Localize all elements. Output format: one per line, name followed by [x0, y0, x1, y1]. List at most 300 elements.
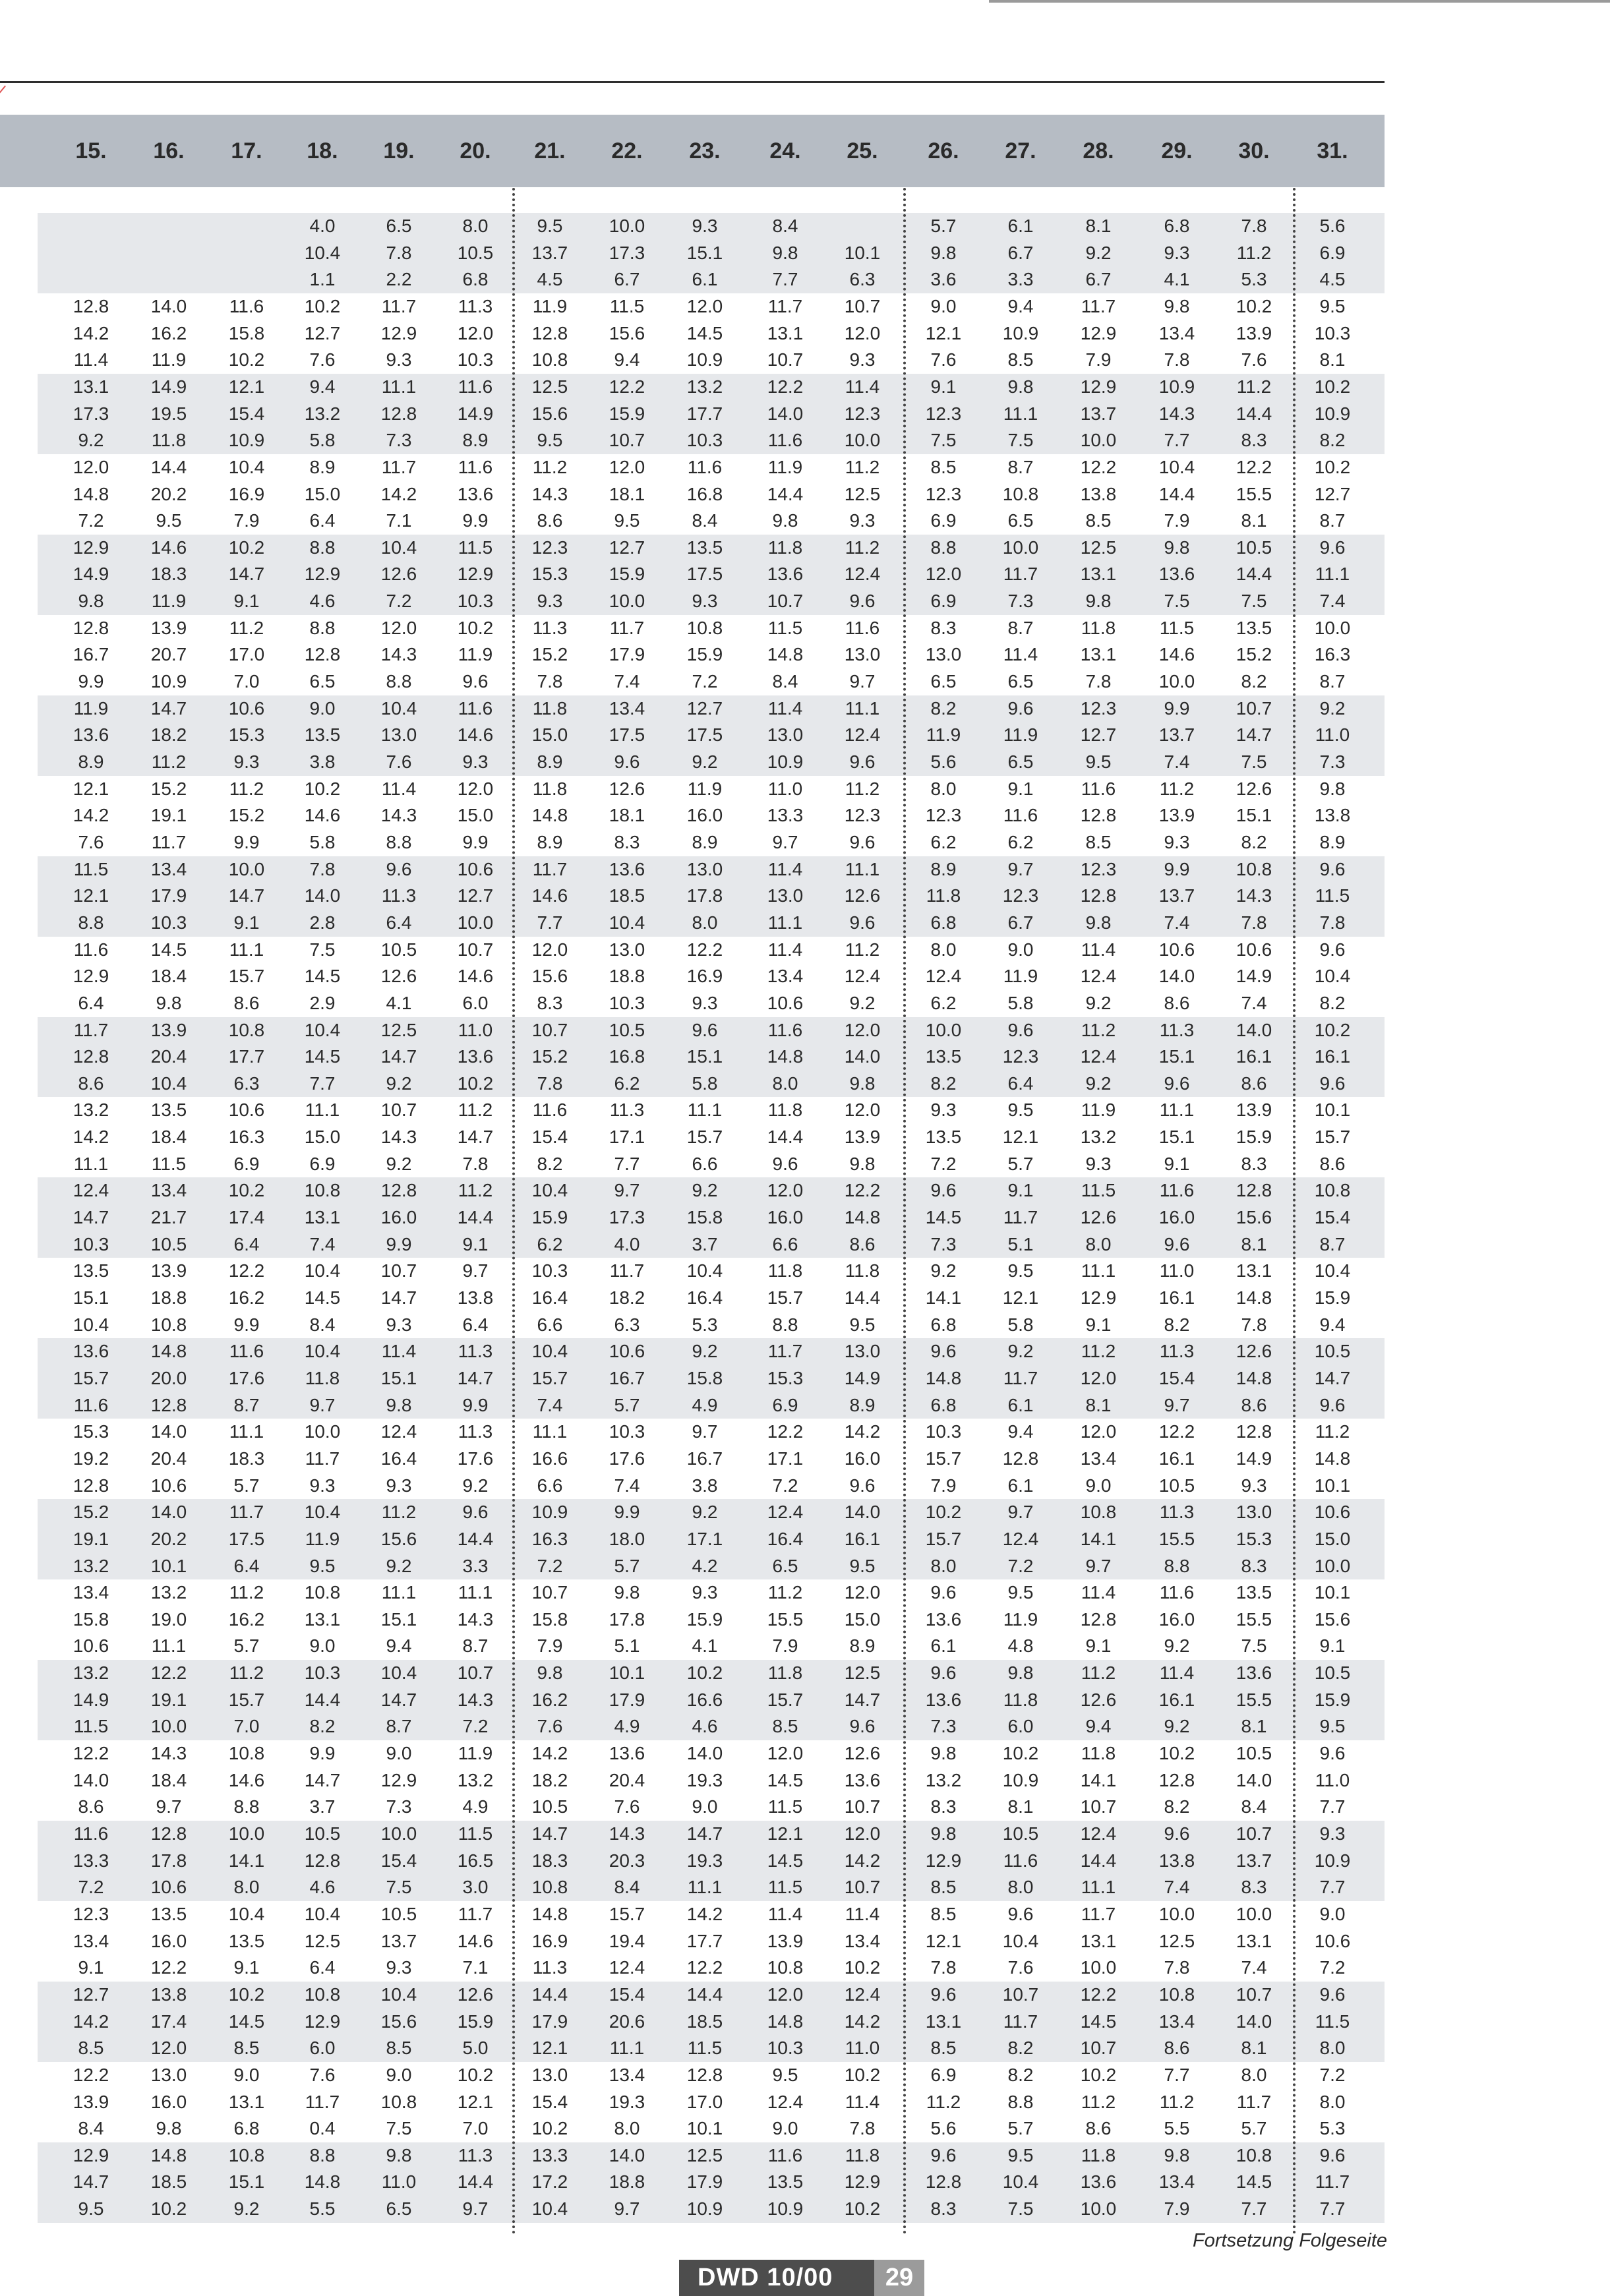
table-cell: 9.9 [1164, 697, 1190, 719]
table-cell: 9.2 [692, 1180, 718, 1201]
table-cell: 6.4 [309, 510, 336, 531]
table-cell: 6.9 [772, 1394, 798, 1415]
table-cell: 19.3 [686, 1769, 723, 1790]
table-cell: 8.8 [309, 617, 336, 638]
table-cell: 9.1 [78, 1957, 104, 1978]
table-cell: 15.1 [228, 2171, 265, 2193]
table-cell: 20.6 [609, 2011, 645, 2032]
table-cell: 11.7 [381, 295, 417, 316]
table-cell: 15.9 [609, 403, 645, 424]
table-cell: 12.0 [844, 1100, 881, 1121]
table-cell: 18.8 [609, 966, 645, 987]
table-cell: 9.3 [309, 1475, 336, 1496]
table-cell: 14.9 [150, 376, 187, 397]
table-cell: 12.0 [380, 617, 417, 638]
table-cell: 7.6 [537, 1716, 563, 1737]
table-cell: 16.1 [1158, 1689, 1195, 1710]
table-cell: 12.0 [457, 322, 494, 343]
table-cell: 7.5 [930, 430, 957, 451]
table-cell [208, 213, 285, 239]
table-cell: 14.3 [380, 805, 417, 826]
table-cell: 11.8 [305, 1367, 340, 1388]
table-cell [52, 266, 130, 293]
table-cell: 11.1 [229, 939, 264, 960]
table-cell: 11.8 [151, 430, 187, 451]
table-cell: 8.1 [1241, 1233, 1267, 1254]
table-cell: 15.7 [228, 966, 265, 987]
table-cell: 10.0 [609, 216, 645, 236]
table-cell: 12.6 [1080, 1689, 1117, 1710]
table-cell: 6.3 [614, 1314, 640, 1335]
table-cell: 14.8 [150, 1341, 187, 1362]
table-cell: 17.1 [609, 1127, 645, 1148]
table-cell: 9.5 [1007, 1260, 1034, 1281]
table-cell: 9.6 [1164, 1233, 1190, 1254]
table-cell: 8.3 [1241, 1555, 1267, 1576]
table-cell: 17.0 [228, 644, 265, 665]
table-cell: 13.2 [1080, 1127, 1117, 1148]
table-cell: 12.6 [457, 1984, 494, 2005]
table-cell: 9.2 [1085, 1073, 1112, 1094]
table-cell: 12.3 [1080, 697, 1117, 719]
table-cell: 19.1 [73, 1528, 109, 1549]
table-cell: 9.6 [849, 591, 876, 612]
table-cell: 10.0 [1080, 1957, 1117, 1978]
table-cell: 10.5 [1236, 1743, 1272, 1764]
table-cell: 7.8 [1164, 1957, 1190, 1978]
table-cell: 13.0 [767, 724, 804, 746]
table-cell: 8.6 [1085, 2118, 1112, 2139]
table-cell: 10.2 [304, 295, 341, 316]
table-cell: 10.0 [1080, 430, 1117, 451]
table-cell: 9.7 [849, 671, 876, 692]
table-cell: 14.8 [531, 1903, 568, 1924]
table-cell: 16.4 [767, 1528, 804, 1549]
table-cell: 15.0 [844, 1608, 881, 1630]
table-cell: 7.7 [1319, 2198, 1346, 2220]
table-cell: 9.2 [386, 1073, 412, 1094]
table-cell: 14.0 [150, 1421, 187, 1442]
table-cell: 11.8 [532, 697, 568, 719]
table-cell [52, 213, 130, 239]
table-cell: 16.0 [844, 1448, 881, 1469]
table-cell: 11.7 [151, 831, 187, 852]
table-cell: 20.2 [150, 483, 187, 504]
table-cell: 17.7 [686, 1930, 723, 1951]
table-cell: 12.8 [1080, 1608, 1117, 1630]
table-cell: 19.1 [150, 1689, 187, 1710]
table-cell: 9.1 [930, 376, 957, 397]
table-cell: 11.3 [1159, 1502, 1195, 1523]
table-cell: 13.1 [1080, 644, 1117, 665]
table-cell: 8.2 [930, 697, 957, 719]
table-cell: 10.5 [304, 1823, 341, 1844]
table-cell: 19.3 [686, 1850, 723, 1871]
table-cell: 10.9 [1002, 1769, 1039, 1790]
table-cell: 12.3 [1080, 858, 1117, 879]
table-cell: 10.3 [457, 349, 494, 370]
table-cell: 7.9 [1164, 510, 1190, 531]
table-cell: 6.4 [233, 1555, 260, 1576]
table-cell: 11.2 [381, 1502, 417, 1523]
table-cell: 4.2 [692, 1555, 718, 1576]
table-cell: 14.1 [1080, 1528, 1117, 1549]
table-cell: 9.6 [1164, 1823, 1190, 1844]
table-cell: 11.7 [305, 1448, 340, 1469]
table-cell: 9.6 [386, 858, 412, 879]
table-cell: 13.5 [767, 2171, 804, 2193]
table-cell: 11.9 [151, 591, 187, 612]
table-cell: 15.7 [686, 1127, 723, 1148]
table-cell: 15.7 [228, 1689, 265, 1710]
table-cell: 13.6 [1236, 1663, 1272, 1684]
table-cell: 15.4 [380, 1850, 417, 1871]
table-cell: 4.1 [1164, 269, 1190, 290]
table-cell: 14.7 [380, 1689, 417, 1710]
table-cell: 17.1 [686, 1528, 723, 1549]
table-cell: 11.5 [687, 2038, 723, 2059]
table-cell: 5.1 [1007, 1233, 1034, 1254]
table-cell: 10.2 [1236, 295, 1272, 316]
table-cell: 11.7 [1236, 2091, 1272, 2112]
table-cell: 9.8 [930, 1743, 957, 1764]
table-cell: 9.3 [386, 349, 412, 370]
table-cell: 8.0 [1319, 2091, 1346, 2112]
table-cell: 10.2 [1080, 2064, 1117, 2085]
table-cell: 10.4 [1314, 966, 1351, 987]
table-cell: 5.8 [309, 831, 336, 852]
table-cell: 9.6 [849, 751, 876, 772]
table-cell: 7.4 [1241, 992, 1267, 1013]
table-cell: 9.6 [462, 671, 489, 692]
table-cell: 16.0 [1158, 1608, 1195, 1630]
table-cell: 12.9 [925, 1850, 962, 1871]
table-cell: 10.9 [228, 430, 265, 451]
table-cell: 15.0 [304, 1127, 341, 1148]
table-cell: 9.5 [1319, 295, 1346, 316]
table-cell: 7.6 [1241, 349, 1267, 370]
table-cell: 6.3 [233, 1073, 260, 1094]
table-cell: 10.8 [1002, 483, 1039, 504]
table-cell: 18.8 [609, 2171, 645, 2193]
table-cell: 11.4 [1081, 939, 1116, 960]
table-cell: 6.8 [462, 269, 489, 290]
table-cell: 8.3 [930, 2198, 957, 2220]
table-cell: 4.0 [614, 1233, 640, 1254]
table-cell: 14.5 [304, 966, 341, 987]
table-cell: 10.9 [1002, 322, 1039, 343]
table-cell: 9.2 [1085, 992, 1112, 1013]
table-cell: 8.4 [772, 216, 798, 236]
table-cell: 14.5 [228, 2011, 265, 2032]
table-cell: 9.8 [1007, 376, 1034, 397]
table-cell: 9.9 [309, 1743, 336, 1764]
table-cell: 10.0 [228, 858, 265, 879]
table-cell: 4.6 [692, 1716, 718, 1737]
table-cell: 9.3 [692, 992, 718, 1013]
table-cell: 17.8 [686, 885, 723, 906]
table-cell: 14.7 [380, 1287, 417, 1308]
table-cell: 11.8 [1081, 1743, 1116, 1764]
table-cell: 10.3 [150, 912, 187, 933]
table-cell: 13.4 [150, 858, 187, 879]
table-cell: 13.6 [609, 1743, 645, 1764]
table-cell: 9.9 [233, 1314, 260, 1335]
table-cell: 13.1 [1080, 564, 1117, 585]
table-cell: 13.9 [150, 617, 187, 638]
table-cell: 8.7 [462, 1635, 489, 1657]
table-cell: 8.2 [1007, 2064, 1034, 2085]
table-cell: 7.8 [1241, 216, 1267, 236]
table-cell: 10.4 [304, 1260, 341, 1281]
table-cell: 11.2 [845, 537, 880, 558]
table-cell: 11.9 [458, 1743, 493, 1764]
table-cell: 10.7 [457, 939, 494, 960]
table-cell: 8.8 [309, 537, 336, 558]
table-cell: 15.1 [380, 1608, 417, 1630]
table-cell: 10.5 [1236, 537, 1272, 558]
table-cell: 11.4 [767, 1903, 803, 1924]
table-cell: 7.2 [772, 1475, 798, 1496]
table-cell: 12.3 [531, 537, 568, 558]
table-cell: 8.0 [1085, 1233, 1112, 1254]
table-cell: 12.4 [844, 1984, 881, 2005]
table-cell: 6.6 [772, 1233, 798, 1254]
table-cell: 11.9 [687, 778, 723, 799]
table-cell: 16.4 [686, 1287, 723, 1308]
table-cell: 5.3 [1319, 2118, 1346, 2139]
table-cell: 12.1 [1002, 1287, 1039, 1308]
table-cell: 8.3 [930, 1796, 957, 1817]
table-cell: 7.7 [772, 269, 798, 290]
table-cell: 8.6 [1241, 1073, 1267, 1094]
table-cell: 14.9 [1236, 966, 1272, 987]
table-cell: 11.9 [1003, 724, 1038, 746]
table-cell: 11.3 [532, 1957, 568, 1978]
table-cell: 10.2 [150, 2198, 187, 2220]
table-cell: 12.5 [531, 376, 568, 397]
table-cell: 12.8 [531, 322, 568, 343]
table-cell: 12.8 [73, 1046, 109, 1067]
table-cell: 11.6 [845, 617, 880, 638]
table-cell [208, 266, 285, 293]
table-cell: 9.9 [462, 510, 489, 531]
table-cell: 7.3 [1007, 591, 1034, 612]
table-cell: 15.4 [1158, 1367, 1195, 1388]
table-cell: 14.4 [1080, 1850, 1117, 1871]
table-cell: 7.9 [930, 1475, 957, 1496]
table-cell: 13.1 [73, 376, 109, 397]
table-cell: 4.9 [692, 1394, 718, 1415]
table-cell: 12.7 [73, 1984, 109, 2005]
table-cell: 13.0 [1236, 1502, 1272, 1523]
table-cell: 11.1 [305, 1100, 340, 1121]
table-cell: 11.1 [1081, 1877, 1116, 1898]
table-cell: 9.6 [849, 1716, 876, 1737]
column-header-28: 28. [1083, 138, 1114, 163]
table-cell: 8.9 [849, 1394, 876, 1415]
table-cell: 10.1 [150, 1555, 187, 1576]
table-cell: 10.4 [150, 1073, 187, 1094]
table-cell: 20.2 [150, 1528, 187, 1549]
table-cell: 11.3 [1159, 1019, 1195, 1040]
table-cell: 14.6 [1158, 644, 1195, 665]
table-cell: 15.7 [767, 1689, 804, 1710]
table-cell: 11.9 [1003, 1608, 1038, 1630]
table-cell: 7.8 [849, 2118, 876, 2139]
table-cell: 7.4 [537, 1394, 563, 1415]
table-cell: 13.5 [925, 1046, 962, 1067]
table-cell: 9.6 [772, 1153, 798, 1174]
table-cell: 10.0 [1002, 537, 1039, 558]
table-cell: 14.8 [925, 1367, 962, 1388]
table-cell: 10.8 [228, 2144, 265, 2165]
table-cell: 10.3 [457, 591, 494, 612]
table-cell: 5.3 [1241, 269, 1267, 290]
table-cell: 16.9 [228, 483, 265, 504]
table-cell: 15.2 [150, 778, 187, 799]
table-cell: 12.6 [380, 564, 417, 585]
table-cell: 13.5 [1236, 617, 1272, 638]
table-cell: 12.2 [844, 1180, 881, 1201]
table-cell: 12.0 [844, 322, 881, 343]
table-cell: 14.7 [686, 1823, 723, 1844]
table-cell: 13.0 [844, 1341, 881, 1362]
table-cell: 9.5 [309, 1555, 336, 1576]
table-cell: 7.8 [462, 1153, 489, 1174]
table-cell: 11.6 [1159, 1582, 1195, 1603]
table-cell: 9.6 [849, 831, 876, 852]
table-cell: 6.5 [309, 671, 336, 692]
table-cell: 10.7 [767, 349, 804, 370]
table-cell: 14.0 [150, 295, 187, 316]
table-cell: 11.6 [532, 1100, 568, 1121]
table-cell: 11.6 [458, 697, 493, 719]
table-cell: 13.4 [767, 966, 804, 987]
table-cell: 10.0 [228, 1823, 265, 1844]
table-cell: 13.4 [1158, 2011, 1195, 2032]
table-cell: 18.5 [150, 2171, 187, 2193]
table-cell: 12.6 [380, 966, 417, 987]
table-cell: 11.6 [229, 295, 264, 316]
table-cell: 11.2 [1159, 778, 1195, 799]
table-cell: 11.2 [845, 778, 880, 799]
table-cell: 9.0 [1085, 1475, 1112, 1496]
table-cell: 7.1 [462, 1957, 489, 1978]
table-cell: 18.2 [609, 1287, 645, 1308]
table-cell: 7.7 [1164, 2064, 1190, 2085]
table-cell: 7.3 [930, 1716, 957, 1737]
table-cell: 13.5 [925, 1127, 962, 1148]
table-cell [208, 240, 285, 266]
table-cell: 10.6 [1236, 939, 1272, 960]
table-cell: 9.6 [1007, 1903, 1034, 1924]
table-cell: 20.4 [150, 1448, 187, 1469]
table-cell: 9.6 [1319, 1743, 1346, 1764]
table-cell: 14.5 [686, 322, 723, 343]
table-cell: 12.2 [1158, 1421, 1195, 1442]
table-cell: 12.1 [767, 1823, 804, 1844]
table-cell: 6.5 [930, 671, 957, 692]
table-cell: 14.4 [767, 1127, 804, 1148]
table-cell: 14.5 [1080, 2011, 1117, 2032]
table-cell: 12.4 [844, 966, 881, 987]
table-cell: 5.0 [462, 2038, 489, 2059]
table-cell: 10.6 [228, 1100, 265, 1121]
table-cell: 12.4 [767, 2091, 804, 2112]
table-cell: 9.2 [1319, 697, 1346, 719]
table-cell: 10.5 [1158, 1475, 1195, 1496]
table-cell: 11.0 [1315, 1769, 1350, 1790]
table-cell: 14.4 [531, 1984, 568, 2005]
table-cell: 9.7 [156, 1796, 182, 1817]
table-cell: 7.7 [1164, 430, 1190, 451]
table-cell: 5.1 [614, 1635, 640, 1657]
table-cell: 11.8 [767, 1663, 803, 1684]
table-cell: 13.9 [767, 1930, 804, 1951]
table-cell: 16.7 [73, 644, 109, 665]
table-cell: 12.0 [1080, 1421, 1117, 1442]
table-cell: 7.0 [233, 671, 260, 692]
table-cell: 9.5 [1007, 2144, 1034, 2165]
table-cell: 14.6 [228, 1769, 265, 1790]
table-cell: 9.6 [614, 751, 640, 772]
table-cell: 15.0 [304, 483, 341, 504]
top-edge-rule [989, 0, 1610, 3]
table-cell: 3.8 [309, 751, 336, 772]
table-cell: 5.6 [930, 2118, 957, 2139]
table-cell: 11.2 [1236, 242, 1272, 263]
table-cell: 8.6 [78, 1073, 104, 1094]
table-cell: 14.4 [686, 1984, 723, 2005]
column-header-22: 22. [611, 138, 643, 163]
table-cell: 14.9 [457, 403, 494, 424]
table-cell: 11.7 [1003, 564, 1038, 585]
table-cell: 11.1 [687, 1100, 723, 1121]
table-cell: 19.4 [609, 1930, 645, 1951]
table-cell: 10.0 [925, 1019, 962, 1040]
table-cell: 8.6 [233, 992, 260, 1013]
table-cell: 14.6 [531, 885, 568, 906]
column-header-20: 20. [460, 138, 491, 163]
table-cell: 14.6 [457, 1930, 494, 1951]
table-cell: 15.5 [1236, 483, 1272, 504]
table-cell: 15.8 [686, 1207, 723, 1228]
table-cell: 10.8 [228, 1019, 265, 1040]
table-cell: 11.2 [151, 751, 187, 772]
table-cell: 12.3 [925, 483, 962, 504]
table-cell: 10.3 [609, 992, 645, 1013]
table-cell: 10.8 [150, 1314, 187, 1335]
table-cell: 10.2 [457, 2064, 494, 2085]
table-cell: 7.7 [1319, 1877, 1346, 1898]
table-cell: 15.4 [531, 1127, 568, 1148]
table-cell: 13.8 [150, 1984, 187, 2005]
table-cell: 10.3 [304, 1663, 341, 1684]
table-cell: 20.0 [150, 1367, 187, 1388]
pen-mark [0, 86, 12, 101]
table-cell: 6.7 [1007, 912, 1034, 933]
table-cell: 15.2 [531, 644, 568, 665]
table-cell: 5.7 [614, 1555, 640, 1576]
table-cell: 9.6 [462, 1502, 489, 1523]
table-cell: 13.6 [767, 564, 804, 585]
table-cell: 8.5 [1085, 831, 1112, 852]
table-cell: 10.1 [1314, 1475, 1351, 1496]
table-cell: 4.0 [309, 216, 336, 236]
table-cell: 14.2 [73, 2011, 109, 2032]
table-cell: 11.0 [458, 1019, 493, 1040]
